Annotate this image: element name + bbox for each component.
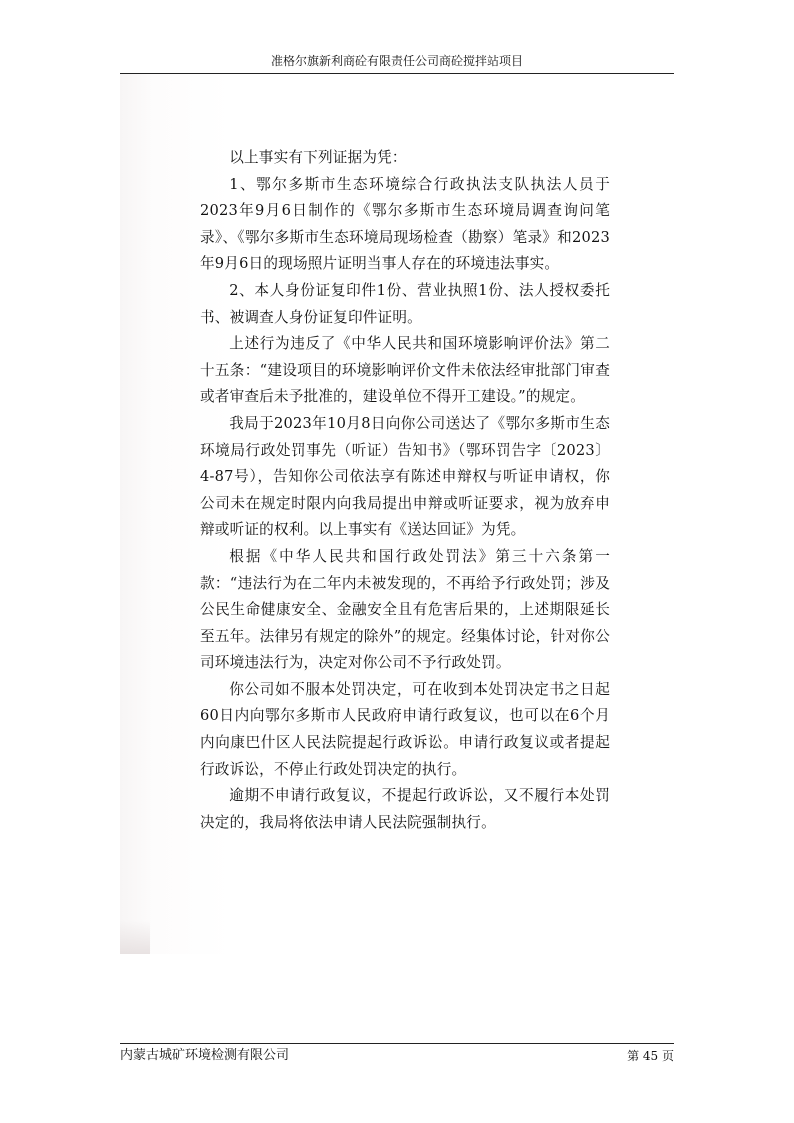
evidence-item-1: 1、鄂尔多斯市生态环境综合行政执法支队执法人员于2023年9月6日制作的《鄂尔多斯市生态环境局调查询问笔录》、《鄂尔多斯市生态环境局现场检查（勘察）笔录》和2023年9月6日的现场照片证明当事人存在的环境违法事实。 (200, 175, 610, 273)
decision-paragraph: 根据《中华人民共和国行政处罚法》第三十六条第一款：“违法行为在二年内未被发现的，不再给予行政处罚；涉及公民生命健康安全、金融安全且有危害后果的，上述期限延长至五年。法律另有规定的除外”的规定。经集体讨论，针对你公司环境违法行为，决定对你公司不予行政处罚。 (200, 547, 610, 672)
enforcement-paragraph: 逾期不申请行政复议，不提起行政诉讼，又不履行本处罚决定的，我局将依法申请人民法院强制执行。 (200, 787, 610, 831)
evidence-intro: 以上事实有下列证据为凭： (229, 149, 407, 166)
appeal-paragraph: 你公司如不服本处罚决定，可在收到本处罚决定书之日起60日内向鄂尔多斯市人民政府申请行政复议，也可以在6个月内向康巴什区人民法院提起行政诉讼。申请行政复议或者提起行政诉讼，不停止行政处罚决定的执行。 (200, 680, 610, 778)
page-number: 第 45 页 (627, 1049, 674, 1063)
document-body (200, 145, 610, 836)
scan-shadow-edge (120, 920, 150, 954)
page-header: 准格尔旗新利商砼有限责任公司商砼搅拌站项目 (270, 54, 523, 68)
footer-company: 内蒙古城矿环境检测有限公司 (120, 1048, 290, 1063)
notice-paragraph: 我局于2023年10月8日向你公司送达了《鄂尔多斯市生态环境局行政处罚事先（听证）告知书》（鄂环罚告字〔2023〕4-87号），告知你公司依法享有陈述申辩权与听证申请权，你公司未在规定时限内向我局提出申辩或听证要求，视为放弃申辩或听证的权利。以上事实有《送达回证》为凭。 (200, 414, 610, 539)
violation-paragraph: 上述行为违反了《中华人民共和国环境影响评价法》第二十五条：“建设项目的环境影响评价文件未依法经审批部门审查或者审查后未予批准的，建设单位不得开工建设。”的规定。 (200, 335, 610, 406)
evidence-item-2: 2、本人身份证复印件1份、营业执照1份、法人授权委托书、被调查人身份证复印件证明。 (200, 281, 610, 326)
footer-divider (120, 1043, 674, 1044)
